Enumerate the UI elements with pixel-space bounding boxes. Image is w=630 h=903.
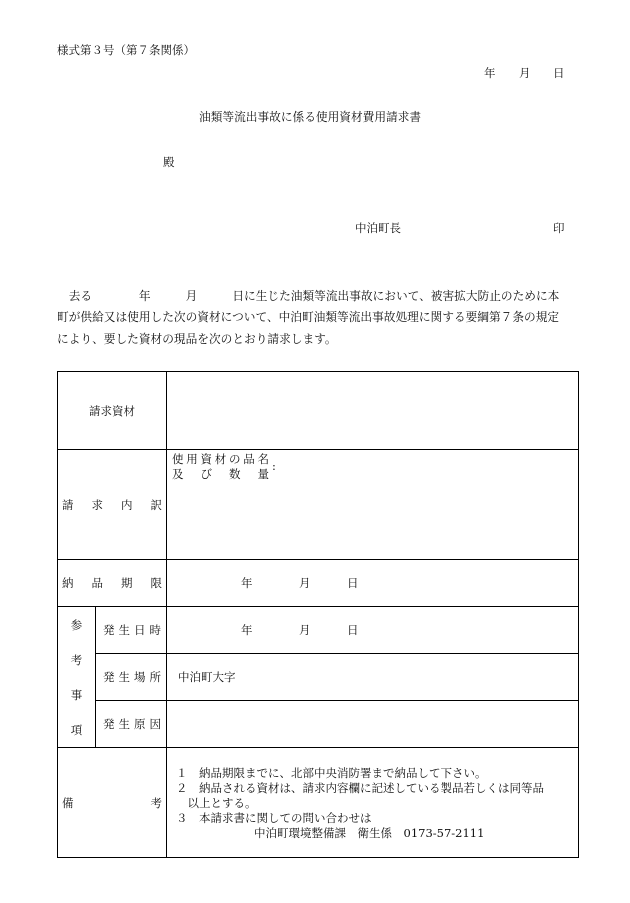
- date-year-label: 年: [484, 66, 496, 80]
- occurrence-year-label: 年: [241, 623, 253, 637]
- caption-colon: :: [272, 459, 276, 473]
- label-char: 発: [103, 717, 115, 731]
- quantity-label: [172, 467, 269, 482]
- form-number: 様式第３号（第７条関係）: [57, 43, 195, 57]
- label-char: び: [200, 467, 212, 481]
- label-char: 資: [200, 452, 212, 466]
- label-char: 生: [118, 717, 130, 731]
- remarks-line-2: ２ 納品される資材は、請求内容欄に記述している製品若しくは同等品: [176, 780, 544, 795]
- remarks-line-3: 以上とする。: [176, 795, 257, 810]
- label-char: 期: [121, 576, 133, 590]
- reference-label-cell: [58, 607, 96, 748]
- label-char: 請: [62, 497, 74, 512]
- label-char: 項: [70, 723, 83, 737]
- issuer-name: 中泊町長: [355, 221, 401, 235]
- date-day-label: 日: [553, 66, 565, 80]
- label-char: 限: [150, 576, 162, 590]
- label-char: 求: [91, 497, 103, 512]
- remarks-line-4: ３ 本請求書に関しての問い合わせは: [176, 810, 372, 825]
- label-char: 内: [121, 497, 133, 512]
- label-char: 量: [257, 467, 269, 481]
- label-char: 備: [62, 795, 74, 810]
- label-char: 生: [118, 623, 130, 637]
- document-title: 油類等流出事故に係る使用資材費用請求書: [199, 110, 422, 124]
- label-char: 場: [134, 670, 146, 684]
- occurrence-datetime-label: [103, 624, 161, 636]
- deadline-year-label: 年: [241, 576, 253, 590]
- body-line-3: により、要した資材の現品を次のとおり請求します。: [57, 332, 337, 346]
- label-char: 品: [91, 576, 103, 590]
- occurrence-place-value-cell: [167, 654, 579, 701]
- remarks-line-1: １ 納品期限までに、北部中央消防署まで納品して下さい。: [176, 765, 487, 780]
- deadline-month-label: 月: [299, 576, 311, 590]
- delivery-deadline-value-cell: [167, 560, 579, 607]
- label-char: 原: [134, 717, 146, 731]
- occurrence-month-label: 月: [299, 623, 311, 637]
- label-char: 事: [70, 688, 83, 702]
- label-char: 所: [149, 670, 161, 684]
- label-char: 納: [62, 576, 74, 590]
- occurrence-cause-value-cell: [167, 701, 579, 748]
- item-name-label: [172, 452, 269, 467]
- remarks-label-cell: [58, 748, 167, 858]
- reference-label: [71, 619, 83, 736]
- label-char: 及: [172, 467, 184, 481]
- date-month-label: 月: [519, 66, 531, 80]
- occurrence-cause-label: [103, 718, 161, 730]
- delivery-deadline-label-cell: [58, 560, 167, 607]
- label-char: 考: [70, 653, 83, 667]
- occurrence-day-label: 日: [347, 623, 359, 637]
- label-char: 参: [70, 618, 83, 632]
- label-char: の: [229, 452, 241, 466]
- seal-mark: 印: [553, 221, 565, 235]
- label-char: 生: [118, 670, 130, 684]
- label-char: 材: [214, 452, 227, 466]
- breakdown-label: [62, 499, 162, 511]
- requested-materials-label-cell: [58, 372, 167, 450]
- body-line-2: 町が供給又は使用した次の資材について、中泊町油類等流出事故処理に関する要綱第７条の規定: [57, 310, 560, 324]
- label-char: 用: [186, 452, 198, 466]
- occurrence-place-value: 中泊町大字: [178, 670, 236, 684]
- requested-materials-value-cell: [167, 372, 579, 450]
- label-char: 時: [149, 623, 161, 637]
- label-char: 品: [243, 452, 255, 466]
- item-quantity-caption: [172, 452, 269, 482]
- occurrence-place-label-cell: [96, 654, 167, 701]
- remarks-label: [62, 797, 162, 809]
- label-char: 発: [103, 670, 115, 684]
- label-char: 使: [172, 452, 184, 466]
- label-char: 考: [150, 795, 162, 810]
- label-char: 発: [103, 623, 115, 637]
- label-char: 訳: [150, 497, 162, 512]
- label-char: 名: [257, 452, 269, 466]
- occurrence-datetime-value-cell: [167, 607, 579, 654]
- label-char: 日: [134, 623, 146, 637]
- request-table: [57, 371, 579, 858]
- occurrence-place-label: [103, 671, 161, 683]
- occurrence-datetime-label-cell: [96, 607, 167, 654]
- remarks-value-cell: [167, 748, 579, 858]
- breakdown-label-cell: [58, 450, 167, 560]
- requested-materials-label: 請求資材: [89, 403, 135, 418]
- remarks-contact-line: 中泊町環境整備課 衛生係 0173-57-2111: [254, 825, 485, 840]
- label-char: 数: [229, 467, 241, 481]
- label-char: 因: [149, 717, 161, 731]
- breakdown-value-cell: [167, 450, 579, 560]
- body-line-1: 去る 年 月 日に生じた油類等流出事故において、被害拡大防止のために本: [57, 289, 560, 303]
- deadline-day-label: 日: [347, 576, 359, 590]
- delivery-deadline-label: [62, 577, 162, 589]
- addressee-suffix: 殿: [163, 155, 175, 169]
- occurrence-cause-label-cell: [96, 701, 167, 748]
